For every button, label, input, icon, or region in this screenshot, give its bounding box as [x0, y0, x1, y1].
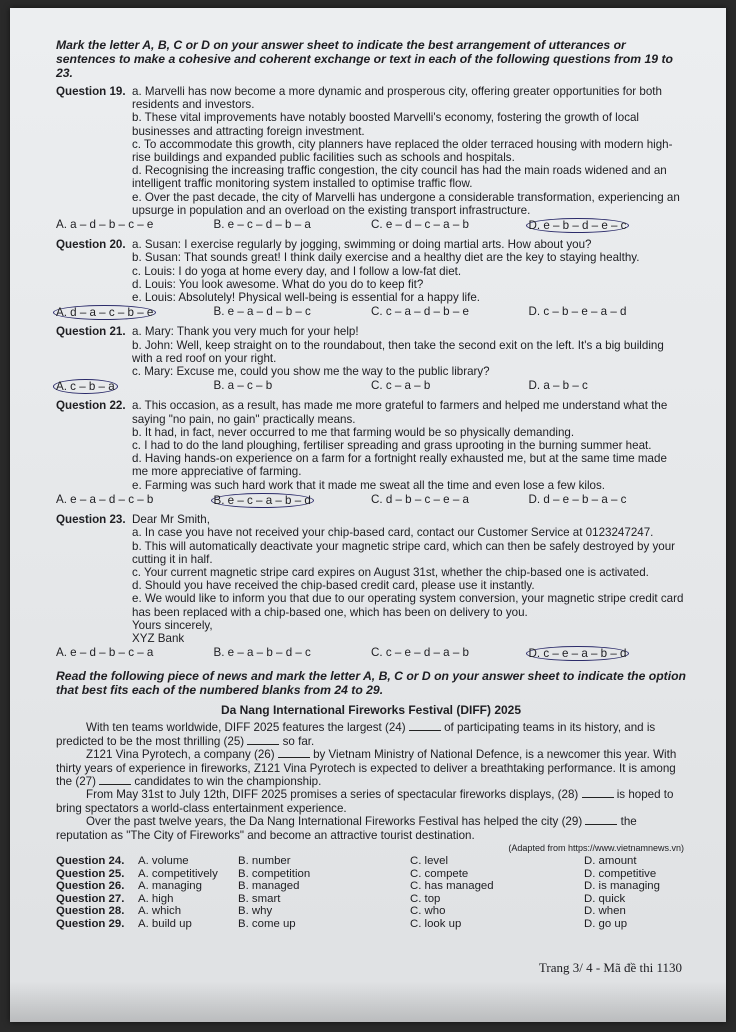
answer-row	[56, 918, 686, 931]
answer-text: A. e – a – d – c – b	[56, 492, 154, 506]
option-b[interactable]: B. smart	[238, 892, 281, 905]
article-text: is hoped to bring spectators a world-class entertainment experience.	[56, 788, 674, 815]
question-first-row	[56, 238, 686, 251]
circled-answer: A. d – a – c – b – e	[53, 305, 156, 320]
answer-option[interactable]	[214, 493, 372, 508]
answer-option[interactable]	[371, 218, 529, 233]
page-footer: Trang 3/ 4 - Mã đề thi 1130	[538, 960, 682, 975]
page-bottom-shadow	[10, 982, 726, 1022]
answer-option[interactable]	[56, 379, 214, 394]
option-b[interactable]: B. number	[238, 854, 291, 867]
answer-row	[56, 855, 686, 868]
question-item: c. To accommodate this growth, city planners have replaced the older terraced housing with modern high-rise buildings and expanded public facilities such as schools and hospitals.	[132, 137, 673, 165]
question-item: b. This will automatically deactivate your magnetic stripe card, which can then be safely destroyed by your cutting it in half.	[132, 539, 676, 566]
question-item: b. It had, in fact, never occurred to me that farming would be so physically demanding.	[132, 425, 575, 439]
option-a[interactable]: A. which	[138, 905, 182, 918]
article-text: by Vietnam Ministry of National Defence, is a newcomer this year. With thirty years of experience in fireworks, Z121 Vina Pyrotech is expected to deliver a breathtaking performance. It is among the (27)	[56, 748, 677, 788]
answer-option[interactable]	[56, 646, 214, 661]
instruction-reading: Read the following piece of news and mark the letter A, B, C or D on your answer sheet to indicate the option that best fits each of the numbered blanks from 24 to 29.	[56, 669, 687, 698]
answer-options	[56, 218, 686, 233]
option-a[interactable]: A. high	[138, 892, 174, 905]
answer-options-grid	[56, 855, 686, 931]
circled-answer: A. c – b – a	[53, 379, 118, 394]
blank-line	[582, 788, 614, 798]
answer-text: D. d – e – b – a – c	[528, 492, 627, 506]
answer-text: C. c – e – d – a – b	[371, 646, 469, 660]
question-item: d. Should you have received the chip-based credit card, please use it instantly.	[132, 579, 535, 593]
article-title: Da Nang International Fireworks Festival (DIFF) 2025	[220, 703, 522, 718]
article-text: the reputation as "The City of Fireworks" and become an attractive tourist destination.	[56, 815, 637, 842]
option-d[interactable]: D. when	[584, 905, 626, 918]
answer-option[interactable]	[371, 646, 529, 661]
question-item: c. Your current magnetic stripe card expires on August 31st, whether the chip-based one is activated.	[132, 565, 649, 579]
question-item: c. Mary: Excuse me, could you show me the way to the public library?	[132, 365, 490, 379]
question-item: d. Recognising the increasing traffic congestion, the city council has had the main roads widened and an intelligent traffic monitoring system installed to optimise traffic flow.	[132, 164, 667, 191]
question-first-row	[56, 513, 686, 526]
answer-text: B. a – c – b	[213, 379, 273, 393]
option-c[interactable]: C. look up	[410, 917, 462, 930]
question-item: a. This occasion, as a result, has made me more grateful to farmers and helped me understand what the saying "no pain, no gain" practically means.	[132, 399, 668, 426]
question-item: a. Susan: I exercise regularly by jogging, swimming or doing martial arts. How about you?	[132, 238, 592, 252]
question-label: Question 29.	[56, 917, 125, 930]
question-item: a. Mary: Thank you very much for your help!	[132, 325, 359, 339]
answer-text: D. c – b – e – a – d	[528, 305, 627, 319]
question-block	[56, 399, 686, 508]
option-c[interactable]: C. has managed	[410, 880, 494, 893]
answer-text: A. a – d – b – c – e	[56, 218, 154, 232]
option-b[interactable]: B. managed	[238, 880, 300, 893]
circled-answer: B. e – c – a – b – d	[211, 493, 314, 508]
question-first-row	[56, 399, 686, 425]
answer-text: B. e – a – d – b – c	[213, 305, 311, 319]
question-item: d. Having hands-on experience on a farm for a fortnight really exhausted me, but at the same time made me more appreciative of farming.	[132, 452, 667, 479]
answer-option[interactable]	[371, 379, 529, 394]
question-item: d. Louis: You look awesome. What do you do to keep fit?	[132, 277, 424, 291]
article-text: Over the past twelve years, the Da Nang International Fireworks Festival has helped the city (29)	[86, 815, 586, 829]
question-block	[56, 238, 686, 320]
question-label: Question 24.	[56, 854, 125, 867]
answer-options	[56, 646, 686, 661]
answer-text: B. e – c – d – b – a	[213, 218, 311, 232]
answer-option[interactable]	[529, 646, 687, 661]
article-paragraph	[56, 748, 686, 788]
option-b[interactable]: B. come up	[238, 917, 296, 930]
answer-option[interactable]	[214, 305, 372, 320]
answer-option[interactable]	[214, 379, 372, 394]
answer-text: C. c – a – d – b – e	[371, 305, 469, 319]
answer-option[interactable]	[371, 305, 529, 320]
option-d[interactable]: D. quick	[584, 892, 626, 905]
option-d[interactable]: D. amount	[584, 854, 637, 867]
answer-row	[56, 905, 686, 918]
blank-line	[278, 748, 310, 758]
option-a[interactable]: A. managing	[138, 880, 202, 893]
answer-text: D. a – b – c	[528, 379, 588, 393]
question-label: Question 28.	[56, 905, 125, 918]
article-text: With ten teams worldwide, DIFF 2025 features the largest (24)	[86, 721, 409, 735]
question-label: Question 26.	[56, 880, 125, 893]
question-item: Yours sincerely,	[132, 618, 213, 632]
question-label: Question 27.	[56, 892, 125, 905]
answer-option[interactable]	[214, 218, 372, 233]
article-paragraph	[56, 788, 686, 815]
question-item: e. We would like to inform you that due to our operating system conversion, your magnetic stripe credit card has been replaced with a chip-based one, which has been on delivery to you.	[132, 592, 684, 619]
question-item: b. These vital improvements have notably boosted Marvelli's economy, fostering the growth of local businesses and attracting foreign investment.	[132, 111, 640, 138]
question-label: Question 25.	[56, 867, 125, 880]
article-text: so far.	[279, 734, 315, 748]
article-text: candidates to win the championship.	[131, 774, 322, 788]
answer-option[interactable]	[56, 305, 214, 320]
instruction-arrangement: Mark the letter A, B, C or D on your answer sheet to indicate the best arrangement of utterances or sentences to make a cohesive and coherent exchange or text in each of the following questions from 19 to 23.	[56, 38, 673, 80]
answer-text: C. e – d – c – a – b	[371, 218, 469, 232]
answer-option[interactable]	[529, 305, 687, 320]
question-item: c. I had to do the land ploughing, fertiliser spreading and grass uprooting in the burning summer heat.	[132, 439, 652, 453]
option-d[interactable]: D. competitive	[584, 867, 657, 880]
answer-options	[56, 305, 686, 320]
article-source: (Adapted from https://www.vietnamnews.vn)	[508, 842, 684, 853]
answer-option[interactable]	[56, 493, 214, 508]
question-item: e. Louis: Absolutely! Physical well-being is essential for a happy life.	[132, 291, 480, 305]
circled-answer: D. c – e – a – b – d	[526, 646, 630, 661]
answer-option[interactable]	[56, 218, 214, 233]
option-a[interactable]: A. build up	[138, 917, 192, 930]
question-block	[56, 85, 686, 233]
question-block	[56, 325, 686, 394]
article-paragraph	[56, 815, 686, 842]
article-text: From May 31st to July 12th, DIFF 2025 promises a series of spectacular fireworks displays, (28)	[86, 788, 582, 802]
answer-option[interactable]	[529, 379, 687, 394]
option-b[interactable]: B. why	[238, 905, 273, 918]
option-b[interactable]: B. competition	[238, 867, 311, 880]
blank-line	[99, 775, 131, 785]
answer-text: C. d – b – c – e – a	[371, 492, 469, 506]
answer-option[interactable]	[371, 493, 529, 508]
option-d[interactable]: D. go up	[584, 917, 628, 930]
question-item: b. Susan: That sounds great! I think daily exercise and a healthy diet are the key to staying healthy.	[132, 251, 640, 265]
question-item: Dear Mr Smith,	[132, 513, 210, 527]
question-item: a. Marvelli has now become a more dynamic and prosperous city, offering greater opportunities for both residents and investors.	[132, 85, 662, 112]
option-c[interactable]: C. level	[410, 854, 448, 867]
answer-options	[56, 379, 686, 394]
blank-line	[409, 721, 441, 731]
blank-line	[247, 735, 279, 745]
answer-text: A. e – d – b – c – a	[56, 646, 154, 660]
question-label: Question 23.	[56, 513, 126, 527]
question-item: c. Louis: I do yoga at home every day, and I follow a low-fat diet.	[132, 264, 462, 278]
article-text: of participating teams in its history, and is predicted to be the most thrilling (25)	[56, 721, 656, 748]
option-d[interactable]: D. is managing	[584, 880, 660, 893]
article-body	[56, 721, 686, 842]
article-paragraph	[56, 721, 686, 748]
answer-text: B. e – a – b – d – c	[213, 646, 311, 660]
question-label: Question 19.	[56, 85, 126, 98]
exam-page	[10, 8, 726, 1022]
question-block	[56, 513, 686, 661]
article-text: Z121 Vina Pyrotech, a company (26)	[86, 748, 278, 762]
question-item: a. In case you have not received your chip-based card, contact our Customer Service at 0123247247.	[132, 526, 654, 540]
answer-option[interactable]	[529, 218, 687, 233]
question-item: e. Over the past decade, the city of Marvelli has undergone a considerable transformation, experiencing an upsurge in population and an overload on the existing transport infrastructure.	[132, 190, 680, 217]
answer-option[interactable]	[214, 646, 372, 661]
option-a[interactable]: A. volume	[138, 854, 189, 867]
answer-options	[56, 493, 686, 508]
question-label: Question 20.	[56, 238, 126, 252]
option-a[interactable]: A. competitively	[138, 867, 218, 880]
question-first-row	[56, 325, 686, 338]
option-c[interactable]: C. who	[410, 905, 446, 918]
questions-list	[56, 85, 686, 661]
answer-row	[56, 880, 686, 893]
option-c[interactable]: C. compete	[410, 867, 469, 880]
circled-answer: D. e – b – d – e – c	[526, 218, 630, 233]
question-first-row	[56, 85, 686, 111]
blank-line	[585, 815, 617, 825]
question-label: Question 22.	[56, 399, 126, 413]
question-item: e. Farming was such hard work that it made me sweat all the time and even lose a few kilos.	[132, 478, 605, 492]
answer-row	[56, 893, 686, 906]
question-label: Question 21.	[56, 325, 126, 339]
answer-option[interactable]	[529, 493, 687, 508]
question-item: b. John: Well, keep straight on to the roundabout, then take the second exit on the left. It's a big building with a red roof on your right.	[132, 338, 664, 365]
answer-row	[56, 868, 686, 881]
answer-text: C. c – a – b	[371, 379, 431, 393]
option-c[interactable]: C. top	[410, 892, 441, 905]
question-item: XYZ Bank	[132, 631, 185, 645]
